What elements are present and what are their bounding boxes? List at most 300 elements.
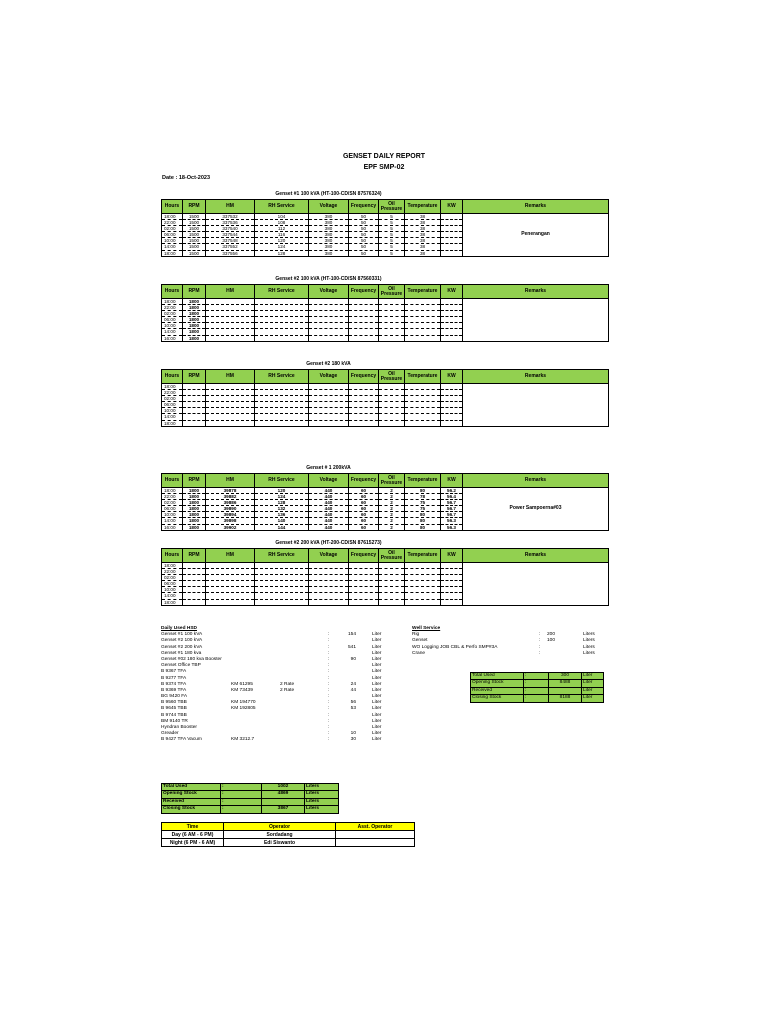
- table-cell: 39882: [206, 494, 255, 500]
- table-cell: 1800: [183, 311, 206, 317]
- report-date: [162, 175, 210, 181]
- item-sep: :: [539, 644, 541, 650]
- stock-row: [471, 687, 604, 694]
- shift-cell: Day (6 AM - 6 PM): [162, 831, 224, 839]
- table-cell: 124: [255, 494, 309, 500]
- stock-sep: :: [524, 680, 549, 687]
- table-cell: 124: [255, 244, 309, 250]
- table-cell: [309, 599, 349, 605]
- item-unit: Liter: [372, 725, 382, 730]
- item-name: B 9744 TBB: [161, 712, 187, 718]
- stock-unit: Liter: [582, 680, 604, 687]
- report-title: GENSET DAILY REPORT: [342, 153, 426, 160]
- table-cell: 10:00: [162, 408, 183, 414]
- item-unit: Liter: [372, 712, 382, 718]
- table-cell: 104: [255, 214, 309, 220]
- column-header: Hours: [162, 200, 183, 214]
- table-cell: 2: [379, 518, 405, 524]
- table-cell: [206, 335, 255, 341]
- table-cell: 39894: [206, 512, 255, 518]
- table-cell: [441, 250, 463, 256]
- column-header: Remarks: [463, 200, 609, 214]
- genset-remark: Penerangan: [463, 214, 609, 257]
- table-cell: 39898: [206, 518, 255, 524]
- table-cell: 14:00: [162, 244, 183, 250]
- table-cell: [255, 599, 309, 605]
- column-header: Oil Pressure: [379, 549, 405, 563]
- table-cell: [309, 420, 349, 426]
- column-header: Oil Pressure: [379, 285, 405, 299]
- column-header: HM: [206, 200, 255, 214]
- item-sep: :: [328, 669, 330, 675]
- stock-sep: :: [221, 798, 262, 805]
- item-sep: :: [328, 700, 330, 706]
- column-header: Remarks: [463, 285, 609, 299]
- table-cell: 38: [405, 214, 441, 220]
- table-cell: 50: [349, 220, 379, 226]
- item-sep: :: [328, 681, 330, 687]
- table-cell: 1500: [183, 250, 206, 256]
- column-header: Hours: [162, 370, 183, 384]
- item-name: B 9369 TFA: [161, 687, 187, 693]
- table-cell: [441, 420, 463, 426]
- stock-unit: Liters: [305, 791, 339, 798]
- item-qty: 53: [350, 706, 356, 712]
- column-header: Oil Pressure: [379, 474, 405, 488]
- table-cell: 440: [309, 506, 349, 512]
- list-item: [161, 737, 391, 743]
- table-cell: 1800: [183, 335, 206, 341]
- item-km: KM 194770: [231, 700, 256, 706]
- table-cell: 380: [309, 244, 349, 250]
- table-cell: 337556: [206, 250, 255, 256]
- column-header: Remarks: [463, 370, 609, 384]
- table-cell: 440: [309, 494, 349, 500]
- table-cell: 50: [349, 226, 379, 232]
- column-header: Temperature: [405, 370, 441, 384]
- stock-row: [162, 784, 339, 791]
- table-cell: [405, 420, 441, 426]
- item-name: B 9367 TFA: [161, 669, 187, 675]
- table-cell: 14:00: [162, 414, 183, 420]
- table-cell: 18:00: [162, 599, 183, 605]
- column-header: RH Service: [255, 285, 309, 299]
- table-cell: 60: [349, 500, 379, 506]
- table-cell: 22:00: [162, 305, 183, 311]
- table-cell: 1500: [183, 226, 206, 232]
- item-sep: :: [328, 675, 330, 681]
- table-cell: [183, 599, 206, 605]
- well-service-title: Well Service: [412, 626, 441, 631]
- table-cell: 337536: [206, 220, 255, 226]
- table-cell: 39902: [206, 524, 255, 530]
- item-name: Genset #2 100 kVA: [161, 638, 203, 644]
- shift-cell: Night (6 PM - 6 AM): [162, 839, 224, 847]
- table-cell: 136: [255, 512, 309, 518]
- table-cell: 128: [255, 250, 309, 256]
- item-sep: :: [539, 650, 541, 656]
- table-cell: 1800: [183, 494, 206, 500]
- table-cell: 5: [379, 244, 405, 250]
- table-cell: 1800: [183, 329, 206, 335]
- table-cell: [405, 599, 441, 605]
- well-stock-table: [470, 672, 604, 703]
- table-cell: 18:00: [162, 299, 183, 305]
- table-cell: 108: [255, 220, 309, 226]
- table-cell: 06:00: [162, 506, 183, 512]
- table-cell: 56.3: [441, 524, 463, 530]
- table-cell: 39886: [206, 500, 255, 506]
- table-cell: 02:00: [162, 500, 183, 506]
- item-name: Genset Office TBP: [161, 663, 201, 669]
- table-cell: 14:00: [162, 329, 183, 335]
- table-cell: 120: [255, 488, 309, 494]
- column-header: Hours: [162, 474, 183, 488]
- stock-label: Closing Stock: [471, 695, 524, 702]
- stock-label: Total Used: [162, 784, 221, 791]
- daily-used-section: [161, 626, 391, 744]
- item-km: KM 192805: [231, 706, 256, 712]
- item-qty: 10: [350, 731, 356, 737]
- table-cell: 1800: [183, 506, 206, 512]
- table-cell: 1500: [183, 244, 206, 250]
- shift-cell: Edi Siswanto: [224, 839, 336, 847]
- item-sep: :: [328, 731, 330, 737]
- column-header: RH Service: [255, 549, 309, 563]
- table-cell: 337532: [206, 214, 255, 220]
- shift-header-row: [162, 823, 415, 831]
- column-header: Frequency: [349, 285, 379, 299]
- stock-sep: :: [221, 784, 262, 791]
- column-header: HM: [206, 370, 255, 384]
- item-km: KM 3212.7: [231, 737, 255, 743]
- table-cell: 56.4: [441, 494, 463, 500]
- column-header: HM: [206, 285, 255, 299]
- table-cell: 50: [349, 250, 379, 256]
- table-cell: 1800: [183, 317, 206, 323]
- list-item: [412, 651, 602, 657]
- stock-row: [162, 791, 339, 798]
- item-sep: :: [328, 718, 330, 724]
- item-unit: Liters: [583, 650, 595, 656]
- table-cell: 128: [255, 500, 309, 506]
- item-qty: 44: [350, 687, 356, 693]
- table-cell: 06:00: [162, 317, 183, 323]
- genset-title: Genset #2 180 kVA: [306, 361, 351, 367]
- item-sep: :: [328, 694, 330, 700]
- table-cell: 18:00: [162, 563, 183, 569]
- item-name: Hyndran Booster: [161, 725, 197, 730]
- stock-unit: Liters: [305, 806, 339, 813]
- genset-remark: [463, 563, 609, 606]
- table-cell: 18:00: [162, 214, 183, 220]
- table-cell: 22:00: [162, 220, 183, 226]
- table-cell: [349, 335, 379, 341]
- table-cell: 380: [309, 232, 349, 238]
- column-header: Oil Pressure: [379, 370, 405, 384]
- column-header: RH Service: [255, 200, 309, 214]
- item-sep: :: [328, 644, 330, 650]
- item-sep: :: [328, 706, 330, 712]
- column-header: Voltage: [309, 370, 349, 384]
- table-cell: 22:00: [162, 569, 183, 575]
- table-cell: 02:00: [162, 396, 183, 402]
- stock-unit: Liter: [582, 695, 604, 702]
- table-cell: 56.7: [441, 506, 463, 512]
- column-header: HM: [206, 549, 255, 563]
- table-cell: [349, 599, 379, 605]
- stock-value: 8488: [549, 680, 582, 687]
- item-name: Genset #1 180 kva: [161, 650, 202, 656]
- stock-sep: :: [524, 687, 549, 694]
- table-cell: 78: [405, 494, 441, 500]
- genset-table: [161, 284, 609, 342]
- table-cell: 2: [379, 512, 405, 518]
- stock-label: Received: [471, 687, 524, 694]
- genset-title: Genset #1 100 kVA (HT-100-CD/SN 87576324): [275, 191, 382, 197]
- table-cell: 5: [379, 214, 405, 220]
- table-cell: 5: [379, 226, 405, 232]
- stock-label: Opening Stock: [162, 791, 221, 798]
- item-qty: 24: [350, 681, 356, 687]
- table-cell: 140: [255, 518, 309, 524]
- table-cell: 144: [255, 524, 309, 530]
- table-cell: [255, 335, 309, 341]
- column-header: Temperature: [405, 200, 441, 214]
- table-cell: 1500: [183, 232, 206, 238]
- item-name: BG 9420 FA: [161, 694, 188, 700]
- item-sep: :: [328, 663, 330, 669]
- stock-value: 3867: [262, 806, 305, 813]
- table-cell: 75: [405, 506, 441, 512]
- item-name: B 9277 TFA: [161, 675, 187, 681]
- genset-remark: [463, 299, 609, 342]
- table-cell: 337552: [206, 244, 255, 250]
- table-cell: 18:00: [162, 250, 183, 256]
- table-cell: 80: [405, 488, 441, 494]
- item-unit: Liter: [372, 669, 382, 675]
- table-cell: 39878: [206, 488, 255, 494]
- shift-cell: [336, 831, 415, 839]
- table-cell: 02:00: [162, 575, 183, 581]
- stock-unit: Liters: [305, 798, 339, 805]
- table-cell: [206, 420, 255, 426]
- item-unit: Liter: [372, 650, 382, 656]
- item-unit: Liter: [372, 687, 382, 693]
- item-name: Rig: [412, 632, 420, 638]
- shift-cell: [336, 839, 415, 847]
- table-cell: 02:00: [162, 226, 183, 232]
- item-unit: Liter: [372, 706, 382, 712]
- stock-row: [162, 806, 339, 813]
- column-header: HM: [206, 474, 255, 488]
- column-header: RH Service: [255, 370, 309, 384]
- column-header: Voltage: [309, 285, 349, 299]
- table-cell: 16:00: [162, 335, 183, 341]
- item-rate: 2 Rate: [280, 681, 295, 687]
- item-unit: Liter: [372, 700, 382, 706]
- table-cell: 06:00: [162, 581, 183, 587]
- item-name: Genset: [412, 638, 428, 644]
- item-sep: :: [328, 632, 330, 638]
- table-cell: 1800: [183, 305, 206, 311]
- stock-unit: Liter: [582, 687, 604, 694]
- daily-used-title: Daily Used HSD: [161, 626, 197, 631]
- item-unit: Liters: [583, 632, 595, 638]
- stock-sep: :: [524, 673, 549, 680]
- item-qty: 100: [547, 638, 556, 644]
- table-cell: [405, 335, 441, 341]
- column-header: Remarks: [463, 549, 609, 563]
- item-unit: Liter: [372, 718, 382, 724]
- item-rate: 2 Rate: [280, 687, 295, 693]
- stock-value: 8188: [549, 695, 582, 702]
- item-qty: 30: [350, 737, 356, 743]
- table-cell: 50: [349, 232, 379, 238]
- column-header: Voltage: [309, 549, 349, 563]
- table-cell: 60: [349, 488, 379, 494]
- table-cell: 10:00: [162, 323, 183, 329]
- shift-header: Operator: [224, 823, 336, 831]
- table-cell: 5: [379, 238, 405, 244]
- item-unit: Liter: [372, 638, 382, 644]
- stock-value: 1002: [262, 784, 305, 791]
- table-cell: [255, 420, 309, 426]
- table-cell: 56.2: [441, 488, 463, 494]
- table-cell: 5: [379, 250, 405, 256]
- date-separator: :: [175, 175, 178, 181]
- item-name: B 9427 TFA Vacum: [161, 737, 202, 743]
- stock-value: [262, 798, 305, 805]
- table-cell: 112: [255, 226, 309, 232]
- table-cell: 440: [309, 512, 349, 518]
- table-cell: 39890: [206, 506, 255, 512]
- table-cell: 2: [379, 494, 405, 500]
- table-cell: 50: [349, 244, 379, 250]
- date-label: Date: [162, 175, 174, 181]
- item-unit: Liter: [372, 681, 382, 687]
- item-unit: Liter: [372, 731, 382, 737]
- column-header: Hours: [162, 285, 183, 299]
- table-cell: [379, 599, 405, 605]
- column-header: RPM: [183, 370, 206, 384]
- item-unit: Liter: [372, 737, 382, 743]
- item-sep: :: [328, 712, 330, 718]
- table-cell: 80: [405, 512, 441, 518]
- item-unit: Liter: [372, 644, 382, 650]
- genset-table: [161, 199, 609, 257]
- table-cell: 380: [309, 214, 349, 220]
- table-cell: 60: [349, 518, 379, 524]
- table-cell: 2: [379, 488, 405, 494]
- genset-remark: [463, 384, 609, 427]
- item-sep: :: [539, 632, 541, 638]
- table-cell: 380: [309, 250, 349, 256]
- report-subtitle: EPF SMP-02: [363, 164, 405, 171]
- table-cell: 56.3: [441, 518, 463, 524]
- stock-label: Closing Stock: [162, 806, 221, 813]
- shift-row: [162, 839, 415, 847]
- item-name: BM 9140 TR: [161, 718, 188, 724]
- table-cell: 06:00: [162, 402, 183, 408]
- genset-table: [161, 369, 609, 427]
- table-cell: 132: [255, 506, 309, 512]
- table-cell: [379, 420, 405, 426]
- column-header: Temperature: [405, 474, 441, 488]
- table-cell: 38: [405, 244, 441, 250]
- shift-row: [162, 831, 415, 839]
- table-cell: [183, 420, 206, 426]
- table-cell: 380: [309, 220, 349, 226]
- column-header: KW: [441, 285, 463, 299]
- table-cell: 14:00: [162, 593, 183, 599]
- item-sep: :: [539, 638, 541, 644]
- item-name: Greader: [161, 731, 179, 737]
- table-cell: 2: [379, 506, 405, 512]
- table-cell: 50: [349, 238, 379, 244]
- stock-value: 300: [549, 673, 582, 680]
- table-cell: 18:00: [162, 420, 183, 426]
- item-sep: :: [328, 737, 330, 743]
- item-name: B 9374 TFA: [161, 681, 187, 687]
- shift-header: Asst. Operator: [336, 823, 415, 831]
- table-cell: 5: [379, 220, 405, 226]
- item-unit: Liters: [583, 638, 595, 644]
- column-header: RPM: [183, 285, 206, 299]
- item-name: Genset #1 100 kVA: [161, 632, 203, 638]
- table-cell: 38: [405, 226, 441, 232]
- item-unit: Liters: [583, 644, 595, 650]
- column-header: RPM: [183, 549, 206, 563]
- stock-label: Total Used: [471, 673, 524, 680]
- column-header: RH Service: [255, 474, 309, 488]
- column-header: Frequency: [349, 200, 379, 214]
- item-km: KM 73439: [231, 687, 253, 693]
- table-cell: 1800: [183, 524, 206, 530]
- well-service-section: [412, 626, 602, 657]
- table-cell: 440: [309, 518, 349, 524]
- table-cell: 440: [309, 500, 349, 506]
- stock-row: [471, 695, 604, 702]
- table-cell: [206, 599, 255, 605]
- table-cell: 22:00: [162, 494, 183, 500]
- table-cell: 380: [309, 226, 349, 232]
- item-unit: Liter: [372, 694, 382, 700]
- table-cell: 1500: [183, 238, 206, 244]
- table-cell: 2: [379, 524, 405, 530]
- stock-row: [471, 680, 604, 687]
- stock-sep: :: [221, 806, 262, 813]
- column-header: Voltage: [309, 474, 349, 488]
- item-qty: 56: [350, 700, 356, 706]
- column-header: Frequency: [349, 474, 379, 488]
- table-cell: 60: [349, 512, 379, 518]
- table-cell: 1500: [183, 220, 206, 226]
- table-cell: 1500: [183, 214, 206, 220]
- genset-title: Genset # 1 200kVA: [306, 465, 351, 471]
- stock-value: 4869: [262, 791, 305, 798]
- table-cell: 2: [379, 500, 405, 506]
- item-name: Genset #2 200 kVA: [161, 644, 203, 650]
- table-cell: 38: [405, 220, 441, 226]
- genset-title: Genset #2 100 kVA (HT-100-CD/SN 87560331): [275, 276, 382, 282]
- table-cell: 5: [379, 232, 405, 238]
- table-cell: [441, 335, 463, 341]
- table-cell: 1800: [183, 323, 206, 329]
- table-cell: 60: [349, 524, 379, 530]
- genset-remark: Power Sampoerna#03: [463, 488, 609, 531]
- item-name: WO Logging JOB CBL & Perfo SMP#3A: [412, 644, 498, 650]
